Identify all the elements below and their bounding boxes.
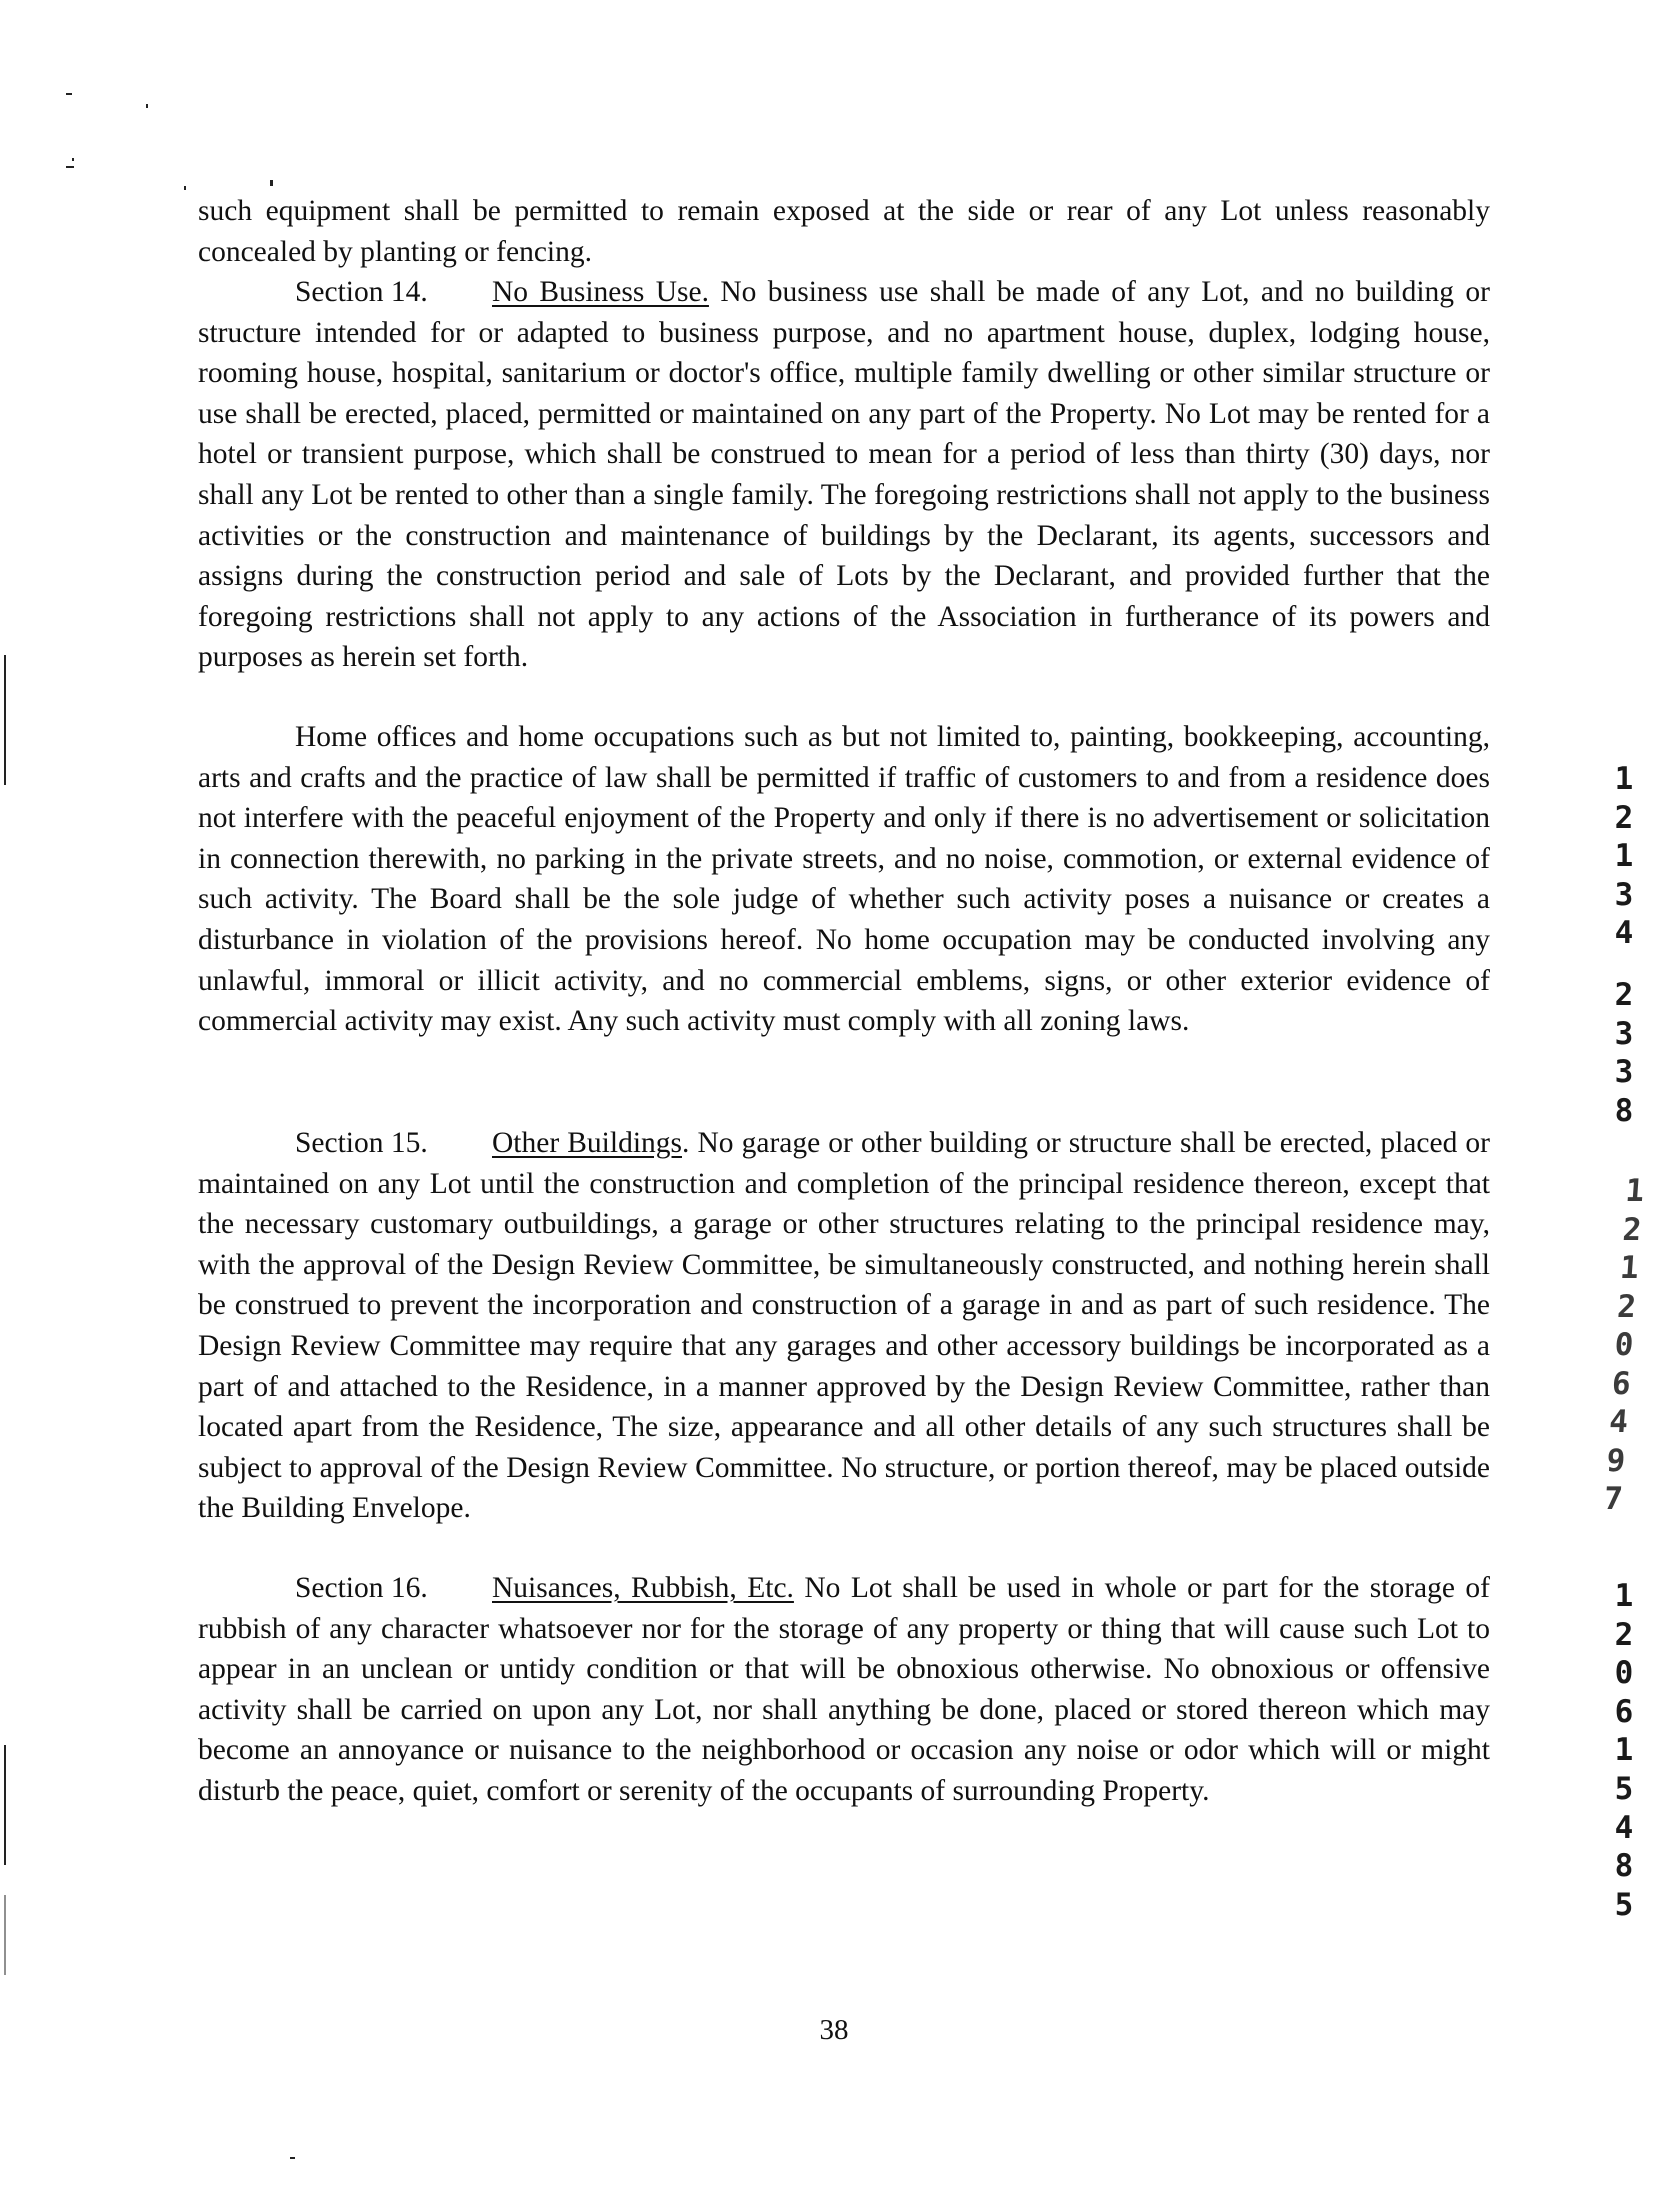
stamp-digit: 4 bbox=[1608, 1404, 1630, 1440]
scan-speck bbox=[72, 158, 74, 161]
section-16-heading: Nuisances, Rubbish, Etc. bbox=[492, 1572, 794, 1604]
scan-speck bbox=[66, 93, 72, 95]
stamp-digit: 1 bbox=[1614, 1578, 1634, 1614]
stamp-digit: 1 bbox=[1614, 761, 1634, 797]
recording-stamp-group-5 bbox=[1602, 1770, 1646, 1924]
section-15-heading: Other Buildings bbox=[492, 1127, 682, 1159]
home-offices-paragraph: Home offices and home occupations such as but not limited to, painting, bookkeeping, accounting, arts and crafts and the practice of law shall be permitted if traffic of customers to and from a residence does not interfere with the peaceful enjoyment of the Property and only if there is no advertisement or solicitation in connection therewith, no parking in the private streets, and no noise, commotion, or external evidence of such activity. The Board shall be the sole judge of whether such activity poses a nuisance or creates a disturbance in violation of the provisions hereof. No home occupation may be conducted involving any unlawful, immoral or illicit activity, and no commercial emblems, signs, or other exterior evidence of commercial activity may exist. Any such activity must comply with all zoning laws. bbox=[198, 721, 1490, 1038]
stamp-digit: 6 bbox=[1614, 1693, 1634, 1730]
stamp-digit: 1 bbox=[1618, 1250, 1640, 1286]
stamp-digit: 8 bbox=[1614, 1848, 1634, 1884]
scan-speck bbox=[270, 180, 273, 186]
section-15-number: Section 15. bbox=[295, 1127, 428, 1159]
scan-speck bbox=[146, 104, 148, 108]
stamp-digit: 4 bbox=[1614, 1809, 1634, 1846]
stamp-digit: 3 bbox=[1614, 1054, 1634, 1090]
section-15-paragraph bbox=[198, 1123, 1490, 1529]
stamp-digit: 1 bbox=[1614, 1732, 1634, 1768]
scan-edge-line bbox=[4, 1895, 6, 1975]
stamp-digit: 2 bbox=[1616, 1288, 1638, 1325]
stamp-digit: 2 bbox=[1621, 1211, 1643, 1248]
stamp-digit: 9 bbox=[1605, 1442, 1627, 1479]
stamp-digit: 6 bbox=[1610, 1365, 1632, 1402]
section-14-number: Section 14. bbox=[295, 276, 428, 308]
stamp-digit: 5 bbox=[1614, 1771, 1634, 1807]
section-14-paragraph bbox=[198, 272, 1490, 678]
scan-edge-line bbox=[4, 1745, 6, 1865]
section-16-text: No Lot shall be used in whole or part for the storage of rubbish of any character whatsoever nor for the storage of any property or thing that will cause such Lot to appear in an unclean or untidy condition or that will be obnoxious otherwise. No obnoxious or offensive activity shall be carried on upon any Lot, nor shall anything be done, placed or stored thereon which may become an annoyance or nuisance to the neighborhood or occasion any noise or odor which will or might disturb the peace, quiet, comfort or serenity of the occupants of surrounding Property. bbox=[198, 1572, 1491, 1807]
stamp-digit: 4 bbox=[1614, 915, 1634, 951]
recording-stamp-group-1 bbox=[1602, 760, 1646, 953]
stamp-digit: 8 bbox=[1614, 1092, 1634, 1129]
stamp-digit: 2 bbox=[1614, 977, 1634, 1013]
stamp-digit: 1 bbox=[1614, 838, 1634, 874]
stamp-digit: 0 bbox=[1614, 1655, 1634, 1691]
paragraph-continuation: such equipment shall be permitted to remain exposed at the side or rear of any Lot unless reasonably concealed by planting or fencing. bbox=[198, 195, 1490, 268]
scan-speck bbox=[66, 166, 74, 168]
stamp-digit: 7 bbox=[1602, 1481, 1624, 1517]
section-15-text: . No garage or other building or structure shall be erected, placed or maintained on any Lot until the construction and completion of the principal residence thereon, except that the necessary customary outbuildings, a garage or other structures relating to the principal residence may, with the approval of the Design Review Committee, be simultaneously constructed, and nothing herein shall be construed to prevent the incorporation and construction of a garage in and as part of such residence. The Design Review Committee may require that any garages and other accessory buildings be incorporated as a part of and attached to the Residence, in a manner approved by the Design Review Committee, rather than located apart from the Residence, The size, appearance and all other details of any such structures shall be subject to approval of the Design Review Committee. No structure, or portion thereof, may be placed outside the Building Envelope. bbox=[198, 1127, 1490, 1525]
stamp-digit: 5 bbox=[1614, 1886, 1634, 1923]
recording-stamp-group-2 bbox=[1602, 976, 1646, 1130]
stamp-digit: 1 bbox=[1624, 1173, 1646, 1209]
section-14-heading: No Business Use. bbox=[492, 276, 709, 308]
recording-stamp-group-4 bbox=[1602, 1577, 1646, 1770]
section-14-text: No business use shall be made of any Lot, and no building or structure intended for or adapted to business purpose, and no apartment house, duplex, lodging house, rooming house, hospital, sanitarium or doctor's office, multiple family dwelling or other similar structure or use shall be erected, placed, permitted or maintained on any part of the Property. No Lot may be rented for a hotel or transient purpose, which shall be construed to mean for a period of less than thirty (30) days, nor shall any Lot be rented to other than a single family. The foregoing restrictions shall not apply to the business activities or the construction and maintenance of buildings by the Declarant, its agents, successors and assigns during the construction period and sale of Lots by the Declarant, and provided further that the foregoing restrictions shall not apply to any actions of the Association in furtherance of its powers and purposes as herein set forth. bbox=[198, 276, 1490, 674]
stamp-digit: 2 bbox=[1614, 1616, 1634, 1653]
scan-edge-line bbox=[4, 655, 6, 785]
scan-speck bbox=[290, 2157, 295, 2159]
stamp-digit: 0 bbox=[1613, 1327, 1635, 1363]
stamp-digit: 3 bbox=[1614, 876, 1634, 913]
page-number: 38 bbox=[819, 2014, 849, 2046]
section-16-paragraph bbox=[198, 1568, 1490, 1812]
recording-stamp-group-3 bbox=[1590, 1172, 1658, 1519]
stamp-digit: 3 bbox=[1614, 1015, 1634, 1052]
stamp-digit: 2 bbox=[1614, 799, 1634, 836]
section-16-number: Section 16. bbox=[295, 1572, 428, 1604]
scan-speck bbox=[184, 186, 186, 190]
